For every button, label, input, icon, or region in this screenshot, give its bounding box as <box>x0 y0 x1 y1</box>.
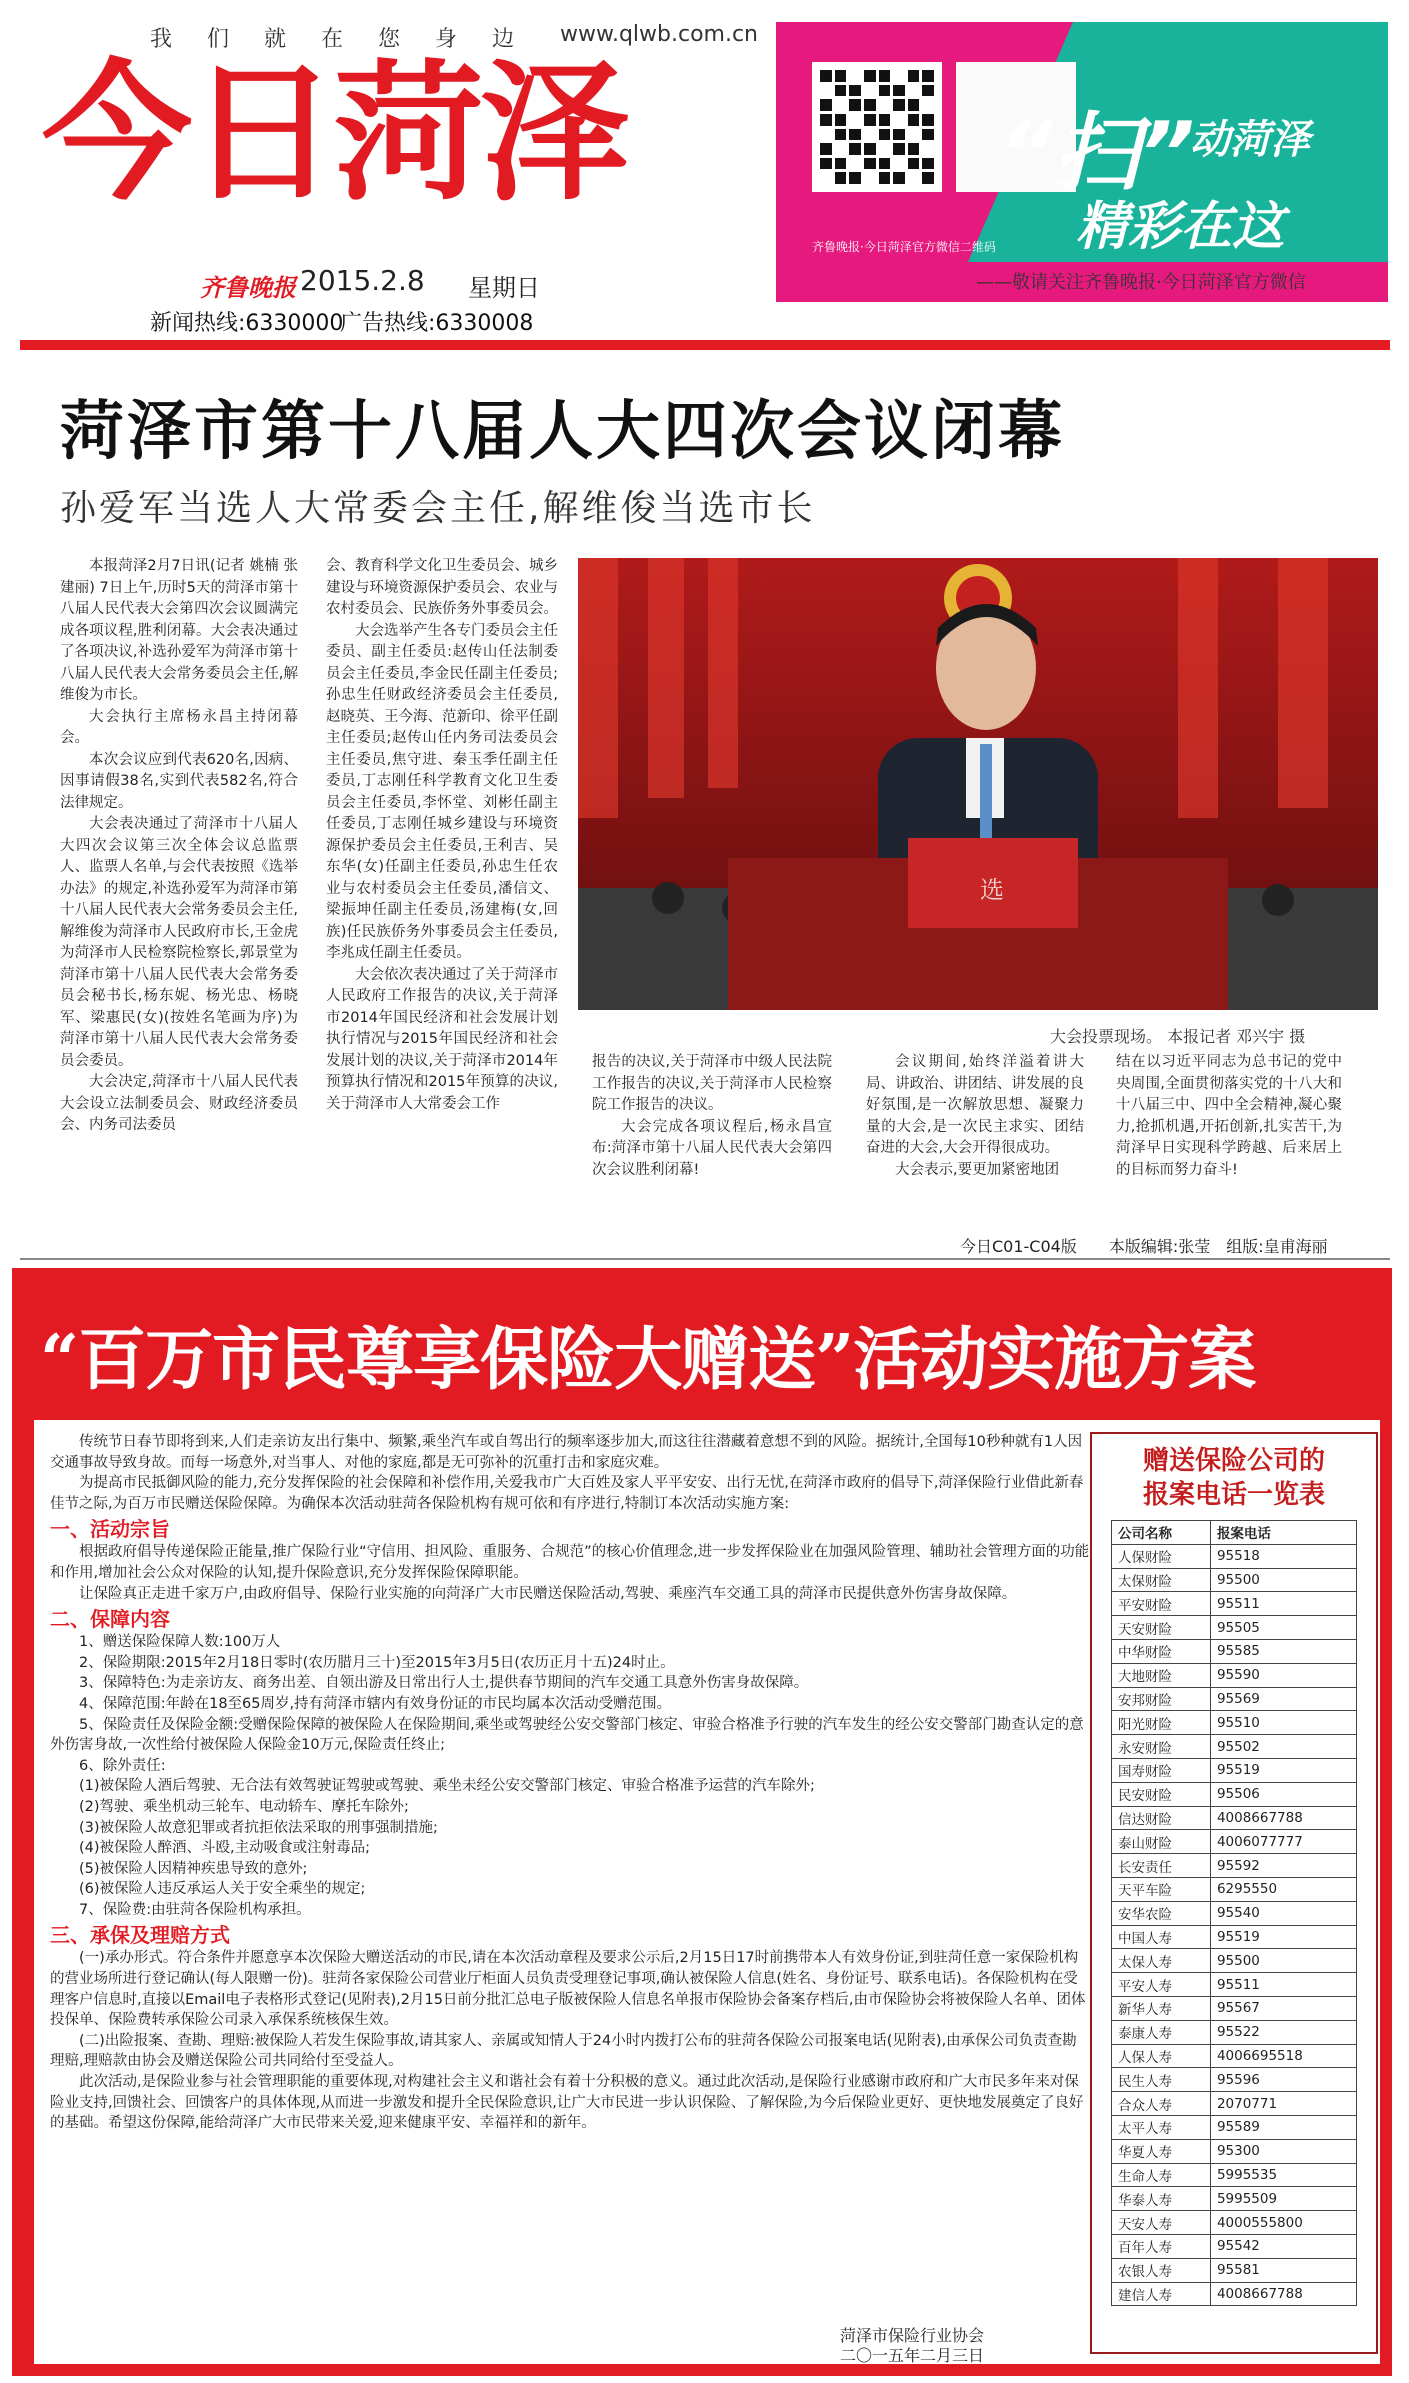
table-row <box>1112 2187 1357 2211</box>
website-url[interactable]: www.qlwb.com.cn <box>560 22 758 47</box>
wechat-ad-banner[interactable] <box>776 22 1388 302</box>
table-row <box>1112 1592 1357 1616</box>
table-row <box>1112 2258 1357 2282</box>
company-name-cell: 天安人寿 <box>1112 2211 1211 2235</box>
phone-number-cell[interactable]: 95581 <box>1210 2258 1356 2282</box>
promo-paragraph: (一)承办形式。符合条件并愿意享本次保险大赠送活动的市民,请在本次活动章程及要求公示后,2月15日17时前携带本人有效身份证,到驻菏任意一家保险机构的营业场所进行登记确认(每人限赠一份)。驻菏各家保险公司营业厅柜面人员负责受理登记事项,确认被保险人信息(姓名、身份证号、联系电话)。各保险机构在受理客户信息时,直接以Email电子表格形式登记(见附表),2月15日前分批汇总电子版被保险人信息名单报市保险协会备案存档后,由市保险协会将被保险人名单、团体投保单、保险费转承保险公司录入承保系统核保生效。 <box>50 1950 1086 2029</box>
promo-item: (2)驾驶、乘坐机动三轮车、电动轿车、摩托车除外; <box>79 1798 409 1815</box>
table-row <box>1112 1973 1357 1997</box>
company-name-cell: 百年人寿 <box>1112 2234 1211 2258</box>
promo-text-column <box>50 1432 1090 2134</box>
section-divider <box>20 1258 1390 1260</box>
table-row <box>1112 2163 1357 2187</box>
promo-item: (4)被保险人醉酒、斗殴,主动吸食或注射毒品; <box>79 1840 371 1857</box>
promo-item: 3、保障特色:为走亲访友、商务出差、自领出游及日常出行人士,提供春节期间的汽车交通工具意外伤害身故保障。 <box>79 1675 809 1692</box>
company-name-cell: 中华财险 <box>1112 1639 1211 1663</box>
company-name-cell: 长安责任 <box>1112 1854 1211 1878</box>
article-subhead: 孙爱军当选人大常委会主任,解维俊当选市长 <box>60 488 816 529</box>
phone-number-cell[interactable]: 95502 <box>1210 1735 1356 1759</box>
phone-number-cell[interactable]: 95505 <box>1210 1616 1356 1640</box>
company-name-cell: 泰康人寿 <box>1112 2020 1211 2044</box>
claims-phone-table-box <box>1090 1432 1378 2354</box>
phone-number-cell[interactable]: 95510 <box>1210 1711 1356 1735</box>
phone-number-cell[interactable]: 6295550 <box>1210 1877 1356 1901</box>
table-row <box>1112 1949 1357 1973</box>
ad-qr-caption: 齐鲁晚报·今日菏泽官方微信二维码 <box>812 240 996 254</box>
company-name-cell: 永安财险 <box>1112 1735 1211 1759</box>
promo-title: “百万市民尊享保险大赠送”活动实施方案 <box>40 1320 1256 1400</box>
company-name-cell: 中国人寿 <box>1112 1925 1211 1949</box>
table-row <box>1112 2044 1357 2068</box>
company-name-cell: 安华农险 <box>1112 1901 1211 1925</box>
article-paragraph: 本报菏泽2月7日讯(记者 姚楠 张建丽) 7日上午,历时5天的菏泽市第十八届人民代表大会第四次会议圆满完成各项议程,胜利闭幕。大会表决通过了各项决议,补选孙爱军为菏泽市第十八届人民代表大会常务委员会主任,解维俊为市长。 <box>60 558 298 703</box>
table-row <box>1112 1901 1357 1925</box>
company-name-cell: 农银人寿 <box>1112 2258 1211 2282</box>
phone-number-cell[interactable]: 95300 <box>1210 2139 1356 2163</box>
signature-date: 二〇一五年二月三日 <box>840 2346 985 2365</box>
qr-code-icon <box>812 62 942 192</box>
phone-number-cell[interactable]: 95585 <box>1210 1639 1356 1663</box>
company-name-cell: 平安财险 <box>1112 1592 1211 1616</box>
phone-number-cell[interactable]: 95540 <box>1210 1901 1356 1925</box>
ad-slogan-2: 精彩在这 <box>1076 197 1285 257</box>
table-row <box>1112 1687 1357 1711</box>
column-header: 公司名称 <box>1112 1521 1211 1545</box>
ad-hotline: 广告热线:6330008 <box>340 311 534 336</box>
promo-paragraph: 让保险真正走进千家万户,由政府倡导、保险行业实施的向菏泽广大市民赠送保险活动,驾驶、乘座汽车交通工具的菏泽市民提供意外伤害身故保障。 <box>79 1585 1017 1602</box>
article-paragraph: 大会依次表决通过了关于菏泽市人民政府工作报告的决议,关于菏泽市2014年国民经济和社会发展计划执行情况与2015年国民经济和社会发展计划的决议,关于菏泽市2014年预算执行情况和2015年预算的决议,关于菏泽市人大常委会工作 <box>326 966 558 1112</box>
article-paragraph: 报告的决议,关于菏泽市中级人民法院工作报告的决议,关于菏泽市人民检察院工作报告的决议。 <box>592 1054 832 1113</box>
promo-item: (3)被保险人故意犯罪或者抗拒依法采取的刑事强制措施; <box>79 1819 438 1836</box>
company-name-cell: 华夏人寿 <box>1112 2139 1211 2163</box>
promo-paragraph: 此次活动,是保险业参与社会管理职能的重要体现,对构建社会主义和谐社会有着十分积极的意义。通过此次活动,是保险行业感谢市政府和广大市民多年来对保险业支持,回馈社会、回馈客户的具体体现,从而进一步激发和提升全民保险意识,让广大市民进一步认识保险、了解保险,为今后保险业更好、更快地发展奠定了良好的基础。希望这份保障,能给菏泽广大市民带来关爱,迎来健康平安、幸福祥和的新年。 <box>50 2074 1084 2132</box>
table-row <box>1112 2211 1357 2235</box>
phone-number-cell[interactable]: 95519 <box>1210 1758 1356 1782</box>
table-row <box>1112 1854 1357 1878</box>
company-name-cell: 新华人寿 <box>1112 1996 1211 2020</box>
voting-photo <box>578 558 1378 1010</box>
table-row <box>1112 2068 1357 2092</box>
phone-number-cell[interactable]: 95500 <box>1210 1949 1356 1973</box>
company-name-cell: 合众人寿 <box>1112 2092 1211 2116</box>
phone-number-cell[interactable]: 95569 <box>1210 1687 1356 1711</box>
table-row <box>1112 1639 1357 1663</box>
article-column-1 <box>60 556 298 1137</box>
phone-number-cell[interactable]: 95511 <box>1210 1973 1356 1997</box>
company-name-cell: 大地财险 <box>1112 1663 1211 1687</box>
phone-number-cell[interactable]: 4000555800 <box>1210 2211 1356 2235</box>
article-column-3 <box>592 1052 832 1181</box>
article-headline: 菏泽市第十八届人大四次会议闭幕 <box>60 395 1065 469</box>
article-paragraph: 大会完成各项议程后,杨永昌宣布:菏泽市第十八届人民代表大会第四次会议胜利闭幕! <box>592 1118 832 1178</box>
table-row <box>1112 2139 1357 2163</box>
news-hotline: 新闻热线:6330000 <box>150 311 344 336</box>
ad-slogan-1: 动菏泽 <box>1190 117 1310 163</box>
promo-paragraph: 传统节日春节即将到来,人们走亲访友出行集中、频繁,乘坐汽车或自驾出行的频率逐步加大,而这往往潜藏着意想不到的风险。据统计,全国每10秒种就有1人因交通事故导致身故。而每一场意外,对当事人、对他的家庭,都是无可弥补的沉重打击和家庭灾难。 <box>50 1434 1083 1471</box>
phone-number-cell[interactable]: 95511 <box>1210 1592 1356 1616</box>
table-row <box>1112 1711 1357 1735</box>
company-name-cell: 太保财险 <box>1112 1568 1211 1592</box>
phone-number-cell[interactable]: 95506 <box>1210 1782 1356 1806</box>
phone-number-cell[interactable]: 95500 <box>1210 1568 1356 1592</box>
company-name-cell: 民生人寿 <box>1112 2068 1211 2092</box>
table-row <box>1112 1663 1357 1687</box>
phone-number-cell[interactable]: 95542 <box>1210 2234 1356 2258</box>
promo-paragraph: (二)出险报案、查勘、理赔:被保险人若发生保险事故,请其家人、亲属或知情人于24小时内拨打公布的驻菏各保险公司报案电话(见附表),由承保公司负责查勘理赔,理赔款由协会及赠送保险公司共同给付至受益人。 <box>50 2032 1077 2070</box>
promo-paragraph: 根据政府倡导传递保险正能量,推广保险行业“守信用、担风险、重服务、合规范”的核心价值理念,进一步发挥保险业在加强风险管理、辅助社会管理方面的功能和作用,增加社会公众对保险的认知,提升保险意识,充分发挥保险保障职能。 <box>50 1544 1090 1581</box>
table-row <box>1112 2282 1357 2306</box>
company-name-cell: 太平人寿 <box>1112 2115 1211 2139</box>
table-row <box>1112 2092 1357 2116</box>
promo-paragraph: 为提高市民抵御风险的能力,充分发挥保险的社会保障和补偿作用,关爱我市广大百姓及家人平平安安、出行无忧,在菏泽市政府的倡导下,菏泽保险行业借此新春佳节之际,为百万市民赠送保险保障。为确保本次活动驻菏各保险机构有规可依和有序进行,特制订本次活动实施方案: <box>50 1475 1084 1512</box>
phone-number-cell[interactable]: 2070771 <box>1210 2092 1356 2116</box>
table-header-row <box>1112 1521 1357 1545</box>
article-paragraph: 结在以习近平同志为总书记的党中央周围,全面贯彻落实党的十八大和十八届三中、四中全会精神,凝心聚力,抢抓机遇,开拓创新,扎实苦干,为菏泽早日实现科学跨越、后来居上的目标而努力奋斗! <box>1116 1054 1342 1178</box>
table-row <box>1112 1806 1357 1830</box>
header-divider <box>20 340 1390 350</box>
company-name-cell: 信达财险 <box>1112 1806 1211 1830</box>
phone-number-cell[interactable]: 95519 <box>1210 1925 1356 1949</box>
table-row <box>1112 1782 1357 1806</box>
table-row <box>1112 1568 1357 1592</box>
article-column-5 <box>1116 1052 1342 1181</box>
promo-item: (1)被保险人酒后驾驶、无合法有效驾驶证驾驶或驾驶、乘坐未经公安交警部门核定、审验合格准予运营的汽车除外; <box>79 1778 815 1795</box>
photo-caption: 大会投票现场。 本报记者 邓兴宇 摄 <box>1050 1027 1306 1046</box>
table-row <box>1112 1877 1357 1901</box>
promo-item: (6)被保险人违反承运人关于安全乘坐的规定; <box>79 1881 366 1898</box>
promo-item: 4、保障范围:年龄在18至65周岁,持有菏泽市辖内有效身份证的市民均属本次活动受赠范围。 <box>79 1695 672 1712</box>
company-name-cell: 安邦财险 <box>1112 1687 1211 1711</box>
phone-number-cell[interactable]: 95592 <box>1210 1854 1356 1878</box>
table-row <box>1112 1616 1357 1640</box>
phone-number-cell[interactable]: 4008667788 <box>1210 1806 1356 1830</box>
issue-date: 2015.2.8 <box>300 264 425 297</box>
article-paragraph: 大会决定,菏泽市十八届人民代表大会设立法制委员会、财政经济委员会、内务司法委员 <box>60 1074 298 1133</box>
phone-number-cell[interactable]: 95596 <box>1210 2068 1356 2092</box>
phone-number-cell[interactable]: 95589 <box>1210 2115 1356 2139</box>
signature-organization: 菏泽市保险行业协会 <box>840 2326 985 2345</box>
ballot-label: 选 <box>980 876 1004 904</box>
article-paragraph: 大会执行主席杨永昌主持闭幕会。 <box>60 708 298 746</box>
table-row <box>1112 2020 1357 2044</box>
table-row <box>1112 1996 1357 2020</box>
promo-item: 2、保险期限:2015年2月18日零时(农历腊月三十)至2015年3月5日(农历正月十五)24时止。 <box>79 1654 675 1671</box>
phone-number-cell[interactable]: 95567 <box>1210 1996 1356 2020</box>
voting-scene-illustration <box>578 558 1378 1010</box>
company-name-cell: 阳光财险 <box>1112 1711 1211 1735</box>
company-name-cell: 天平车险 <box>1112 1877 1211 1901</box>
article-paragraph: 大会选举产生各专门委员会主任委员、副主任委员:赵传山任法制委员会主任委员,李金民任副主任委员;孙忠生任财政经济委员会主任委员,赵晓英、王今海、范新印、徐平任副主任委员;赵传山任内务司法委员会主任委员,焦守进、秦玉季任副主任委员,丁志刚任科学教育文化卫生委员会主任委员,李怀堂、刘彬任副主任委员,丁志刚任城乡建设与环境资源保护委员会主任委员,王利吉、吴东华(女)任副主任委员,孙忠生任农业与农村委员会主任委员,潘信文、梁振坤任副主任委员,汤建梅(女,回族)任民族侨务外事委员会主任委员,李兆成任副主任委员。 <box>326 622 558 961</box>
promo-item: (5)被保险人因精神疾患导致的意外; <box>79 1860 308 1877</box>
table-row <box>1112 1830 1357 1854</box>
phone-number-cell[interactable]: 5995509 <box>1210 2187 1356 2211</box>
article-paragraph: 会、教育科学文化卫生委员会、城乡建设与环境资源保护委员会、农业与农村委员会、民族侨务外事委员会。 <box>326 558 558 617</box>
phone-number-cell[interactable]: 95522 <box>1210 2020 1356 2044</box>
phone-number-cell[interactable]: 4006695518 <box>1210 2044 1356 2068</box>
article-paragraph: 大会表示,要更加紧密地团 <box>895 1161 1060 1178</box>
issue-weekday: 星期日 <box>468 274 540 302</box>
company-name-cell: 天安财险 <box>1112 1616 1211 1640</box>
phone-number-cell[interactable]: 5995535 <box>1210 2163 1356 2187</box>
section-heading: 三、承保及理赔方式 <box>50 1923 230 1948</box>
column-header: 报案电话 <box>1210 1521 1356 1545</box>
article-column-2 <box>326 556 558 1115</box>
phone-number-cell[interactable]: 4008667788 <box>1210 2282 1356 2306</box>
phone-number-cell[interactable]: 4006077777 <box>1210 1830 1356 1854</box>
ad-follow-note: ——敬请关注齐鲁晚报·今日菏泽官方微信 <box>976 272 1306 293</box>
section-heading: 一、活动宗旨 <box>50 1517 170 1542</box>
table-title-line-1: 赠送保险公司的 <box>1142 1446 1325 1476</box>
claims-phone-table <box>1111 1520 1357 2306</box>
phone-number-cell[interactable]: 95590 <box>1210 1663 1356 1687</box>
company-name-cell: 人保财险 <box>1112 1544 1211 1568</box>
company-name-cell: 平安人寿 <box>1112 1973 1211 1997</box>
table-title-line-2: 报案电话一览表 <box>1142 1480 1325 1510</box>
promo-item: 6、除外责任: <box>79 1757 166 1774</box>
phone-number-cell[interactable]: 95518 <box>1210 1544 1356 1568</box>
company-name-cell: 国寿财险 <box>1112 1758 1211 1782</box>
table-row <box>1112 1544 1357 1568</box>
table-row <box>1112 1758 1357 1782</box>
table-title <box>1092 1434 1376 1512</box>
company-name-cell: 生命人寿 <box>1112 2163 1211 2187</box>
company-name-cell: 太保人寿 <box>1112 1949 1211 1973</box>
article-paragraph: 会议期间,始终洋溢着讲大局、讲政治、讲团结、讲发展的良好氛围,是一次解放思想、凝聚力量的大会,是一次民主求实、团结奋进的大会,大会开得很成功。 <box>866 1054 1084 1156</box>
promo-item: 5、保险责任及保险金额:受赠保险保障的被保险人在保险期间,乘坐或驾驶经公安交警部门核定、审验合格准予行驶的汽车发生的经公安交警部门勘查认定的意外伤害身故,一次性给付被保险人保险金10万元,保险责任终止; <box>50 1716 1084 1754</box>
table-row <box>1112 2234 1357 2258</box>
company-name-cell: 华泰人寿 <box>1112 2187 1211 2211</box>
promo-item: 7、保险费:由驻菏各保险机构承担。 <box>79 1901 311 1918</box>
article-paragraph: 本次会议应到代表620名,因病、因事请假38名,实到代表582名,符合法律规定。 <box>60 751 298 811</box>
page-credits: 今日C01-C04版 本版编辑:张莹 组版:皇甫海丽 <box>960 1237 1328 1256</box>
article-column-4 <box>866 1052 1084 1181</box>
promo-item: 1、赠送保险保障人数:100万人 <box>79 1634 281 1651</box>
company-name-cell: 人保人寿 <box>1112 2044 1211 2068</box>
brand-logo-text: 齐鲁晚报 <box>200 274 296 302</box>
section-heading: 二、保障内容 <box>50 1607 170 1632</box>
masthead-motto: 我 们 就 在 您 身 边 <box>150 27 528 52</box>
company-name-cell: 泰山财险 <box>1112 1830 1211 1854</box>
table-row <box>1112 1925 1357 1949</box>
company-name-cell: 建信人寿 <box>1112 2282 1211 2306</box>
table-row <box>1112 1735 1357 1759</box>
promo-signature <box>840 2326 984 2366</box>
company-name-cell: 民安财险 <box>1112 1782 1211 1806</box>
masthead-title: 今日菏泽 <box>42 45 627 221</box>
article-paragraph: 大会表决通过了菏泽市十八届人大四次会议第三次全体会议总监票人、监票人名单,与会代表按照《选举办法》的规定,补选孙爱军为菏泽市第十八届人民代表大会常务委员会主任,解维俊为菏泽市人民政府市长,王金虎为菏泽市人民检察院检察长,郭景堂为菏泽市第十八届人民代表大会常务委员会秘书长,杨东妮、杨光忠、杨晓军、梁惠民(女)(按姓名笔画为序)为菏泽市第十八届人民代表大会常务委员会委员。 <box>60 816 298 1069</box>
ad-scan-word: “扫” <box>998 104 1195 204</box>
table-row <box>1112 2115 1357 2139</box>
